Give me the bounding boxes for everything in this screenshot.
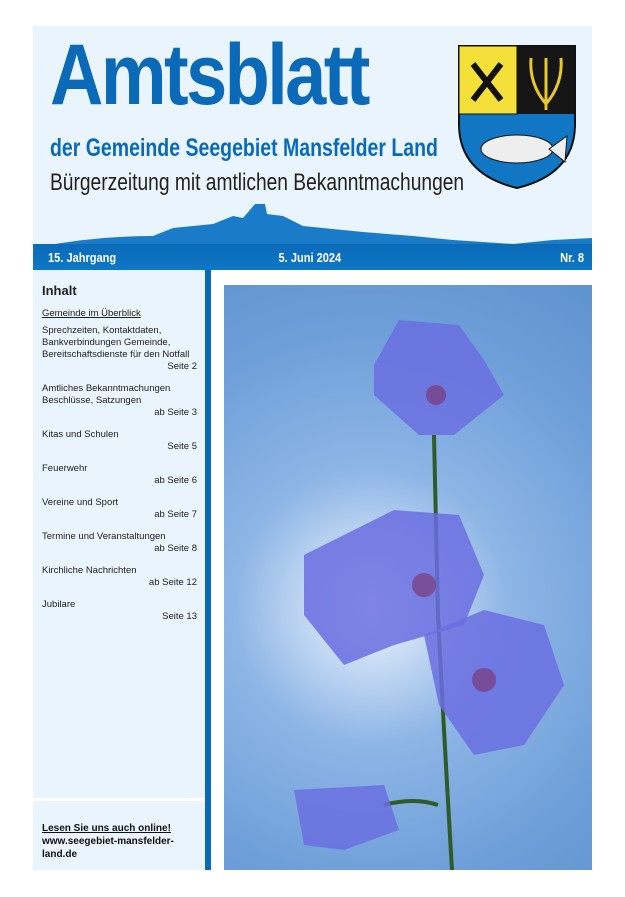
toc-heading: Inhalt [42, 283, 77, 298]
toc-entry[interactable] [42, 497, 197, 521]
toc-entry[interactable] [42, 325, 197, 373]
website-link[interactable]: www.seegebiet-mansfelder-land.de [42, 836, 174, 860]
divider [33, 798, 205, 801]
toc-entry-title: Vereine und Sport [42, 497, 119, 508]
toc-entry-title: Kitas und Schulen [42, 429, 119, 440]
masthead-subtitle: der Gemeinde Seegebiet Mansfelder Land [50, 134, 438, 162]
divider [205, 270, 211, 870]
toc-entry-page: ab Seite 3 [154, 407, 197, 418]
toc-section-link[interactable]: Gemeinde im Überblick [42, 308, 141, 319]
toc-entry-page: ab Seite 8 [154, 543, 197, 554]
table-of-contents [33, 270, 205, 870]
toc-entry-page: Seite 13 [162, 611, 197, 622]
cover-photo-bellflowers [224, 285, 592, 870]
toc-entry-title: Sprechzeiten, Kontaktdaten, Bankverbindungen Gemeinde, Bereitschaftsdienste für den Notfall [42, 325, 190, 360]
toc-entry-title: Amtliches Bekanntmachungen Beschlüsse, Satzungen [42, 383, 171, 406]
coat-of-arms-icon [457, 44, 577, 190]
online-note [42, 822, 205, 861]
issue-band [33, 244, 592, 270]
toc-entry-page: ab Seite 12 [148, 577, 197, 588]
toc-entry[interactable] [42, 599, 197, 623]
toc-entry[interactable] [42, 383, 197, 419]
toc-entry[interactable] [42, 463, 197, 487]
toc-entry-title: Jubilare [42, 599, 76, 610]
toc-entry-title: Termine und Veranstaltungen [42, 531, 166, 542]
toc-entry[interactable] [42, 565, 197, 589]
toc-entry-page: Seite 2 [167, 361, 197, 372]
volume: 15. Jahrgang [48, 250, 117, 265]
toc-entry[interactable] [42, 429, 197, 453]
toc-entry-title: Feuerwehr [42, 463, 88, 474]
online-label: Lesen Sie uns auch online! [42, 823, 171, 834]
toc-entry-page: Seite 5 [167, 441, 197, 452]
masthead-tagline: Bürgerzeitung mit amtlichen Bekanntmachungen [50, 169, 465, 196]
issue-date: 5. Juni 2024 [278, 250, 342, 265]
issue-number: Nr. 8 [559, 250, 584, 265]
bellflower-illustration [224, 285, 592, 870]
masthead [33, 26, 592, 270]
toc-entry-title: Kirchliche Nachrichten [42, 565, 137, 576]
masthead-title: Amtsblatt [50, 27, 368, 123]
toc-entry-page: ab Seite 7 [154, 509, 197, 520]
toc-entry[interactable] [42, 531, 197, 555]
toc-entry-page: ab Seite 6 [154, 475, 197, 486]
